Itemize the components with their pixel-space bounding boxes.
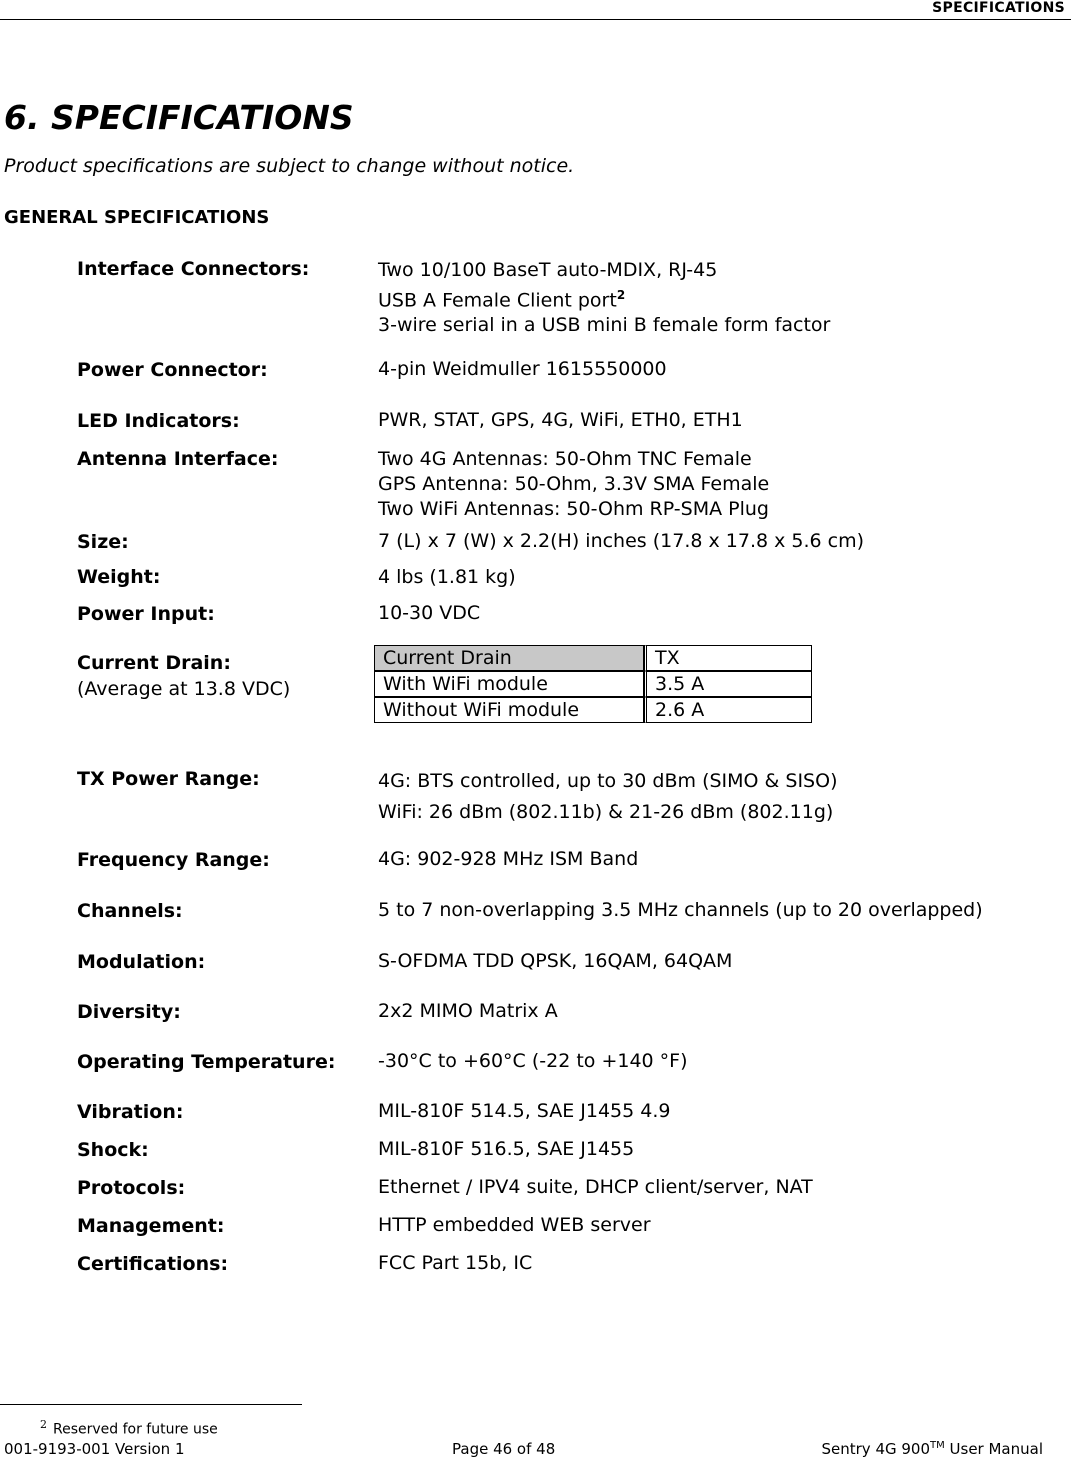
section-subtitle: Product specifications are subject to change without notice.	[4, 155, 575, 177]
footnote-number: 2	[40, 1418, 47, 1431]
footnote-rule	[0, 1404, 302, 1405]
table-header-row	[374, 645, 812, 671]
tx-power-line-1: 4G: BTS controlled, up to 30 dBm (SIMO & SISO)	[378, 770, 838, 792]
footer-document-id: 001-9193-001 Version 1	[4, 1440, 185, 1458]
table-cell: With WiFi module	[374, 671, 644, 697]
vibration-value: MIL-810F 514.5, SAE J1455 4.9	[378, 1100, 671, 1122]
certifications-value: FCC Part 15b, IC	[378, 1252, 533, 1274]
table-cell: 2.6 A	[644, 697, 812, 723]
antenna-interface-value	[378, 447, 769, 522]
diversity-value: 2x2 MIMO Matrix A	[378, 1000, 558, 1022]
interface-line-2	[378, 283, 830, 313]
table-cell: Without WiFi module	[374, 697, 644, 723]
shock-value: MIL-810F 516.5, SAE J1455	[378, 1138, 635, 1160]
footnote	[40, 1418, 218, 1438]
size-value: 7 (L) x 7 (W) x 2.2(H) inches (17.8 x 17.8 x 5.6 cm)	[378, 530, 865, 552]
footer-manual-title	[822, 1440, 1044, 1458]
antenna-interface-label: Antenna Interface:	[77, 448, 279, 470]
footer-page-number: Page 46 of 48	[452, 1440, 556, 1458]
interface-connectors-label: Interface Connectors:	[77, 258, 310, 280]
table-row	[374, 697, 812, 723]
frequency-range-value: 4G: 902-928 MHz ISM Band	[378, 848, 639, 870]
tx-power-range-value	[378, 766, 838, 828]
management-label: Management:	[77, 1215, 225, 1237]
power-connector-value: 4-pin Weidmuller 1615550000	[378, 358, 667, 380]
shock-label: Shock:	[77, 1139, 149, 1161]
diversity-label: Diversity:	[77, 1001, 181, 1023]
size-label: Size:	[77, 531, 129, 553]
protocols-label: Protocols:	[77, 1177, 186, 1199]
operating-temperature-value: -30°C to +60°C (-22 to +140 °F)	[378, 1050, 688, 1072]
current-drain-label: Current Drain:	[77, 652, 231, 674]
antenna-line-2: GPS Antenna: 50-Ohm, 3.3V SMA Female	[378, 473, 770, 495]
vibration-label: Vibration:	[77, 1101, 184, 1123]
footnote-text: Reserved for future use	[53, 1421, 218, 1438]
current-drain-table	[374, 645, 812, 723]
antenna-line-1: Two 4G Antennas: 50-Ohm TNC Female	[378, 448, 752, 470]
power-connector-label: Power Connector:	[77, 359, 268, 381]
modulation-value: S-OFDMA TDD QPSK, 16QAM, 64QAM	[378, 950, 733, 972]
running-header-title: SPECIFICATIONS	[932, 0, 1065, 16]
led-indicators-value: PWR, STAT, GPS, 4G, WiFi, ETH0, ETH1	[378, 409, 743, 431]
power-input-value: 10-30 VDC	[378, 602, 481, 624]
general-specifications-heading: GENERAL SPECIFICATIONS	[4, 207, 270, 228]
current-drain-sublabel: (Average at 13.8 VDC)	[77, 678, 291, 700]
management-value: HTTP embedded WEB server	[378, 1214, 651, 1236]
section-title: 6. SPECIFICATIONS	[4, 98, 354, 137]
antenna-line-3: Two WiFi Antennas: 50-Ohm RP-SMA Plug	[378, 498, 769, 520]
footnote-reference: 2	[616, 288, 626, 302]
table-row	[374, 671, 812, 697]
weight-label: Weight:	[77, 566, 161, 588]
weight-value: 4 lbs (1.81 kg)	[378, 566, 516, 588]
table-header-cell: Current Drain	[374, 645, 644, 671]
table-header-cell: TX	[644, 645, 812, 671]
tx-power-range-label: TX Power Range:	[77, 768, 260, 790]
channels-value: 5 to 7 non-overlapping 3.5 MHz channels (up to 20 overlapped)	[378, 899, 983, 921]
led-indicators-label: LED Indicators:	[77, 410, 240, 432]
protocols-value: Ethernet / IPV4 suite, DHCP client/server, NAT	[378, 1176, 813, 1198]
table-cell: 3.5 A	[644, 671, 812, 697]
interface-line-3: 3-wire serial in a USB mini B female form factor	[378, 314, 831, 337]
footer-manual-suffix: User Manual	[944, 1440, 1043, 1458]
header-rule	[0, 19, 1071, 20]
footer-manual-prefix: Sentry 4G 900	[821, 1440, 931, 1458]
trademark-mark: TM	[930, 1440, 945, 1451]
interface-line-1: Two 10/100 BaseT auto-MDIX, RJ-45	[378, 259, 718, 281]
certifications-label: Certifications:	[77, 1253, 229, 1275]
interface-connectors-value	[378, 258, 830, 338]
power-input-label: Power Input:	[77, 603, 215, 625]
operating-temperature-label: Operating Temperature:	[77, 1051, 336, 1073]
modulation-label: Modulation:	[77, 951, 206, 973]
interface-line-2-text: USB A Female Client port	[378, 289, 617, 312]
frequency-range-label: Frequency Range:	[77, 849, 270, 871]
tx-power-line-2: WiFi: 26 dBm (802.11b) & 21-26 dBm (802.11g)	[378, 801, 834, 823]
channels-label: Channels:	[77, 900, 183, 922]
